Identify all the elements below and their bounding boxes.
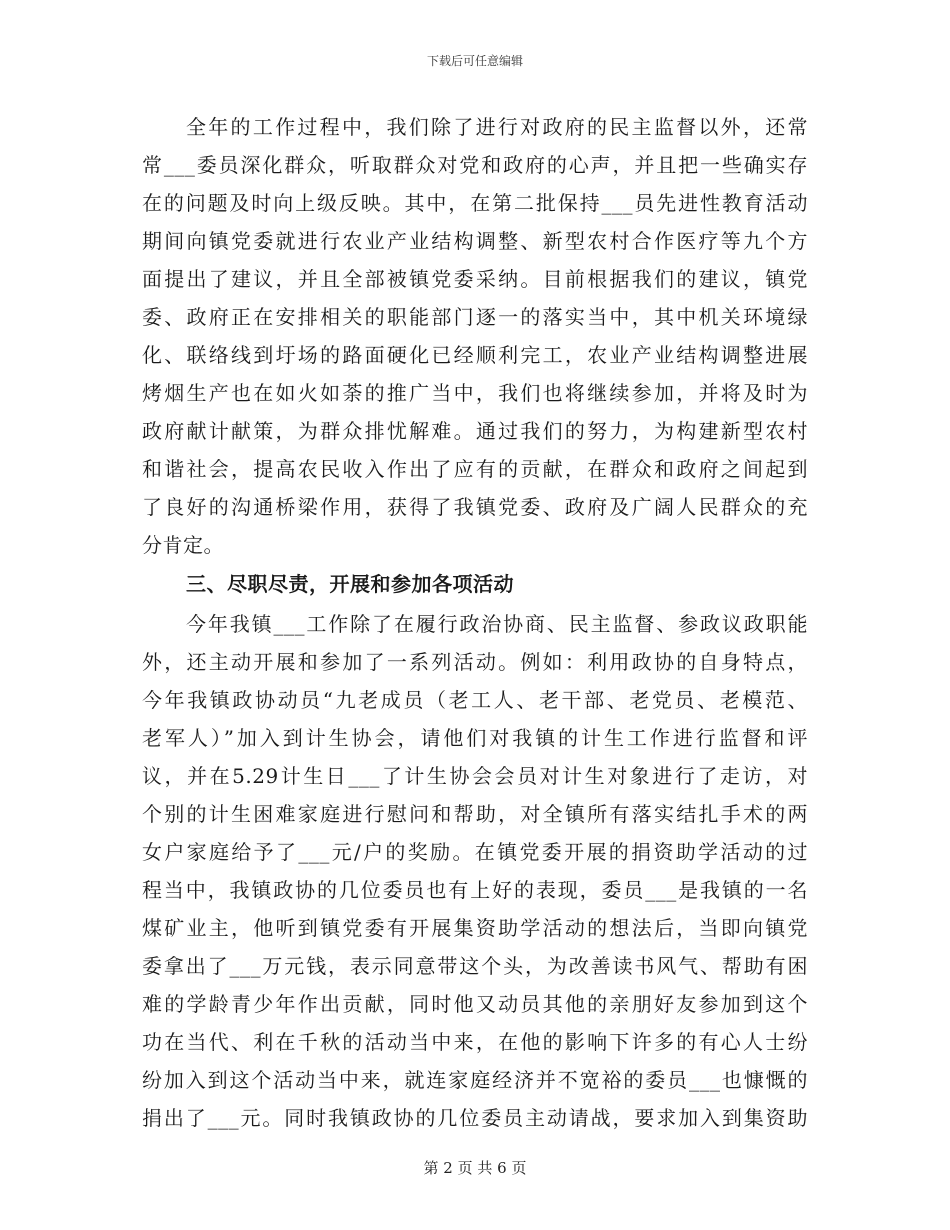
section-heading: 三、尽职尽责，开展和参加各项活动 — [186, 572, 514, 596]
text-line: 和谐社会，提高农民收入作出了应有的贡献，在群众和政府之间起到 — [142, 457, 808, 481]
text-line: 了良好的沟通桥梁作用，获得了我镇党委、政府及广阔人民群众的充 — [142, 495, 808, 519]
text-line: 捐出了___元。同时我镇政协的几位委员主动请战，要求加入到集资助 — [142, 1106, 808, 1130]
text-line: 今年我镇政协动员“九老成员（老工人、老干部、老党员、老模范、 — [142, 688, 808, 712]
text-line: 常___委员深化群众，听取群众对党和政府的心声，并且把一些确实存 — [142, 153, 808, 177]
text-line: 在的问题及时向上级反映。其中，在第二批保持___员先进性教育活动 — [142, 191, 808, 215]
text-line: 女户家庭给予了___元/户的奖励。在镇党委开展的捐资助学活动的过 — [142, 840, 808, 864]
text-line: 烤烟生产也在如火如荼的推广当中，我们也将继续参加，并将及时为 — [142, 381, 808, 405]
text-line: 分肯定。 — [142, 533, 224, 557]
text-line: 全年的工作过程中，我们除了进行对政府的民主监督以外，还常 — [186, 115, 808, 139]
text-line: 难的学龄青少年作出贡献，同时他又动员其他的亲朋好友参加到这个 — [142, 992, 808, 1016]
text-line: 程当中，我镇政协的几位委员也有上好的表现，委员___是我镇的一名 — [142, 878, 808, 902]
page-header: 下载后可任意编辑 — [426, 54, 523, 68]
text-line: 纷加入到这个活动当中来，就连家庭经济并不宽裕的委员___也慷慨的 — [142, 1068, 808, 1092]
text-line: 化、联络线到圩场的路面硬化已经顺利完工，农业产业结构调整进展 — [142, 343, 808, 367]
text-line: 委拿出了___万元钱，表示同意带这个头，为改善读书风气、帮助有困 — [142, 954, 808, 978]
document-body — [142, 108, 808, 1137]
text-line: 功在当代、利在千秋的活动当中来，在他的影响下许多的有心人士纷 — [142, 1030, 808, 1054]
paragraph-1 — [142, 108, 808, 564]
text-line: 期间向镇党委就进行农业产业结构调整、新型农村合作医疗等九个方 — [142, 229, 808, 253]
text-line: 外，还主动开展和参加了一系列活动。例如：利用政协的自身特点， — [142, 650, 808, 674]
text-line: 面提出了建议，并且全部被镇党委采纳。目前根据我们的建议，镇党 — [142, 267, 808, 291]
page-number: 第 2 页 共 6 页 — [423, 1159, 527, 1177]
text-line: 老军人）”加入到计生协会，请他们对我镇的计生工作进行监督和评 — [142, 726, 808, 750]
text-line: 个别的计生困难家庭进行慰问和帮助，对全镇所有落实结扎手术的两 — [142, 802, 808, 826]
text-line: 政府献计献策，为群众排忧解难。通过我们的努力，为构建新型农村 — [142, 419, 808, 443]
paragraph-2 — [142, 605, 808, 1137]
text-line: 煤矿业主，他听到镇党委有开展集资助学活动的想法后，当即向镇党 — [142, 916, 808, 940]
text-line: 委、政府正在安排相关的职能部门逐一的落实当中，其中机关环境绿 — [142, 305, 808, 329]
text-line: 今年我镇___工作除了在履行政治协商、民主监督、参政议政职能 — [186, 612, 808, 636]
text-line: 议，并在5.29计生日___了计生协会会员对计生对象进行了走访，对 — [142, 764, 808, 788]
